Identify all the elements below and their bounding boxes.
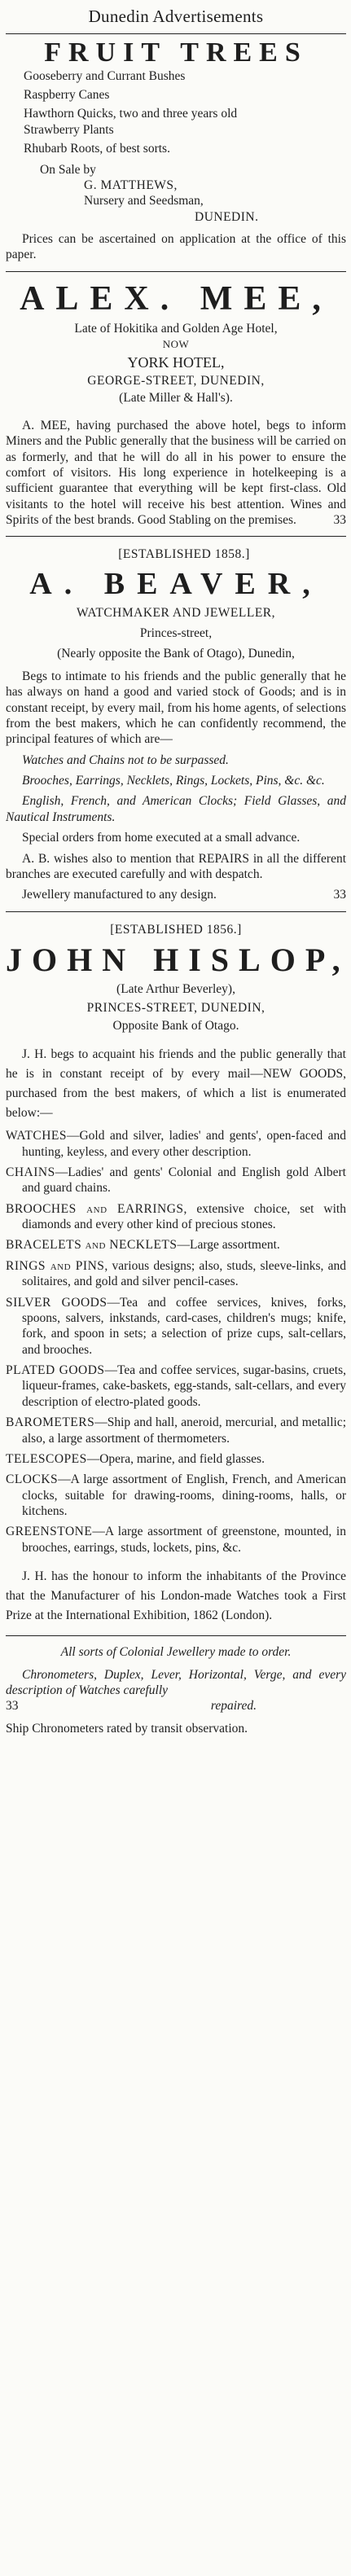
- ad-number: 33: [333, 513, 346, 528]
- list-item: Strawberry Plants: [24, 122, 114, 137]
- hotel-late: (Late Miller & Hall's).: [119, 391, 233, 406]
- goods-item: BRACELETS and NECKLETS—Large assortment.: [6, 1238, 280, 1253]
- trade: WATCHMAKER AND JEWELLER,: [76, 605, 276, 620]
- feature-line: Watches and Chains not to be surpassed.: [22, 753, 229, 767]
- page-header: Dunedin Advertisements: [6, 0, 346, 34]
- ad-number: 33: [6, 1699, 19, 1714]
- list-item: Rhubarb Roots, of best sorts.: [24, 142, 170, 156]
- prize-notice: J. H. has the honour to inform the inhabitants of the Province that the Manufacturer of his London-made Watches took a First Prize at the International Exhibition, 1862 (London).: [6, 1569, 346, 1623]
- ad-body: A. MEE, having purchased the above hotel, begs to inform Miners and the Public generally that the business will be carried on as formerly, and that he will do all in his power to ensure the comfort of visitors. His long experience in hotelkeeping is a sufficient guarantee that everything will be kept first-class. Old visitants to the hotel will receive his best attention. Wines and Spirits of the best brands. Good Stabling on the premises. 33: [6, 418, 346, 528]
- street: PRINCES-STREET, DUNEDIN,: [86, 1001, 265, 1016]
- goods-item: PLATED GOODS—Tea and coffee services, sugar-basins, cruets, liqueur-frames, cake-baskets, egg-stands, salt-cellars, and every description of electro-plated goods.: [6, 1363, 346, 1409]
- established-note: [ESTABLISHED 1858.]: [118, 547, 250, 562]
- hotel-name: YORK HOTEL,: [127, 353, 225, 371]
- ad-title: FRUIT TREES: [44, 37, 308, 68]
- ship-chronometers: Ship Chronometers rated by transit observation.: [6, 1721, 248, 1736]
- ad-alex-mee: [6, 272, 346, 529]
- repaired-line: 33 repaired.: [6, 1699, 257, 1714]
- ad-subtitle: Late of Hokitika and Golden Age Hotel,: [74, 321, 278, 336]
- special-orders: Special orders from home executed at a small advance.: [22, 831, 301, 845]
- ad-body: Prices can be ascertained on application at the office of this paper.: [6, 232, 346, 262]
- goods-item: WATCHES—Gold and silver, ladies' and gents', open-faced and hunting, keyless, and every other description.: [6, 1129, 346, 1159]
- goods-item: CLOCKS—A large assortment of English, French, and American clocks, suitable for drawing-rooms, dining-rooms, halls, or kitchens.: [6, 1472, 346, 1519]
- colonial-jewellery: All sorts of Colonial Jewellery made to order.: [60, 1645, 292, 1660]
- ad-title: A. BEAVER,: [29, 566, 322, 601]
- jewellery-line: Jewellery manufactured to any design. 33: [22, 888, 346, 902]
- established-note: [ESTABLISHED 1856.]: [110, 922, 242, 937]
- chronometers: Chronometers, Duplex, Lever, Horizontal, Verge, and every description of Watches carefully: [6, 1667, 346, 1697]
- ad-body: J. H. begs to acquaint his friends and the public generally that he is in constant receipt of by every mail—NEW GOODS, purchased from the best makers, of which a list is enumerated below:—: [6, 1047, 346, 1121]
- ad-now: NOW: [162, 338, 190, 351]
- ad-title: ALEX. MEE,: [20, 279, 332, 318]
- goods-item: BROOCHES and EARRINGS, extensive choice, set with diamonds and every other kind of precious stones.: [6, 1201, 346, 1232]
- feature-line: Brooches, Earrings, Necklets, Rings, Lockets, Pins, &c. &c.: [22, 774, 325, 788]
- goods-item: TELESCOPES—Opera, marine, and field glasses.: [6, 1451, 265, 1466]
- repairs: A. B. wishes also to mention that REPAIRS in all the different branches are executed carefully and with despatch.: [6, 851, 346, 881]
- street: Princes-street,: [139, 626, 213, 640]
- goods-item: GREENSTONE—A large assortment of greenstone, mounted, in brooches, earrings, studs, lockets, pins, &c.: [6, 1525, 346, 1555]
- goods-item: SILVER GOODS—Tea and coffee services, knives, forks, spoons, salvers, inkstands, card-cases, children's mugs; knife, fork, and spoon in sets; a selection of prize cups, salt-cellars, and brooches.: [6, 1295, 346, 1357]
- divider: [6, 1635, 346, 1636]
- ad-title: JOHN HISLOP,: [6, 941, 350, 978]
- goods-item: BAROMETERS—Ship and hall, aneroid, mercurial, and metallic; also, a large assortment of thermometers.: [6, 1415, 346, 1446]
- list-item: Gooseberry and Currant Bushes: [24, 68, 186, 83]
- seller-business: Nursery and Seedsman,: [84, 194, 204, 208]
- feature-line: English, French, and American Clocks; Field Glasses, and Nautical Instruments.: [6, 794, 346, 824]
- ad-body: Begs to intimate to his friends and the public generally that he has always on hand a good and varied stock of Goods; and is in constant receipt, by every mail, from his home agents, of selections from the best makers, which he can confidently recommend, the principal features of which are—: [6, 669, 346, 747]
- late-of: (Late Arthur Beverley),: [116, 982, 235, 996]
- sale-by: On Sale by: [40, 162, 96, 177]
- opposite: Opposite Bank of Otago.: [112, 1018, 239, 1033]
- list-item: Raspberry Canes: [24, 88, 110, 103]
- ad-number: 33: [333, 888, 346, 902]
- hotel-street: GEORGE-STREET, DUNEDIN,: [87, 374, 265, 388]
- ad-beaver: [6, 537, 346, 902]
- seller-place: DUNEDIN.: [195, 209, 259, 224]
- goods-item: CHAINS—Ladies' and gents' Colonial and English gold Albert and guard chains.: [6, 1165, 346, 1196]
- goods-item: RINGS and PINS, various designs; also, studs, sleeve-links, and solitaires, and gold and silver pencil-cases.: [6, 1258, 346, 1289]
- seller-name: G. MATTHEWS,: [84, 178, 178, 192]
- ad-fruit-trees: [6, 34, 346, 263]
- ad-hislop: [6, 912, 350, 1736]
- list-item: Hawthorn Quicks, two and three years old: [24, 107, 238, 121]
- opposite: (Nearly opposite the Bank of Otago), Dunedin,: [57, 647, 295, 661]
